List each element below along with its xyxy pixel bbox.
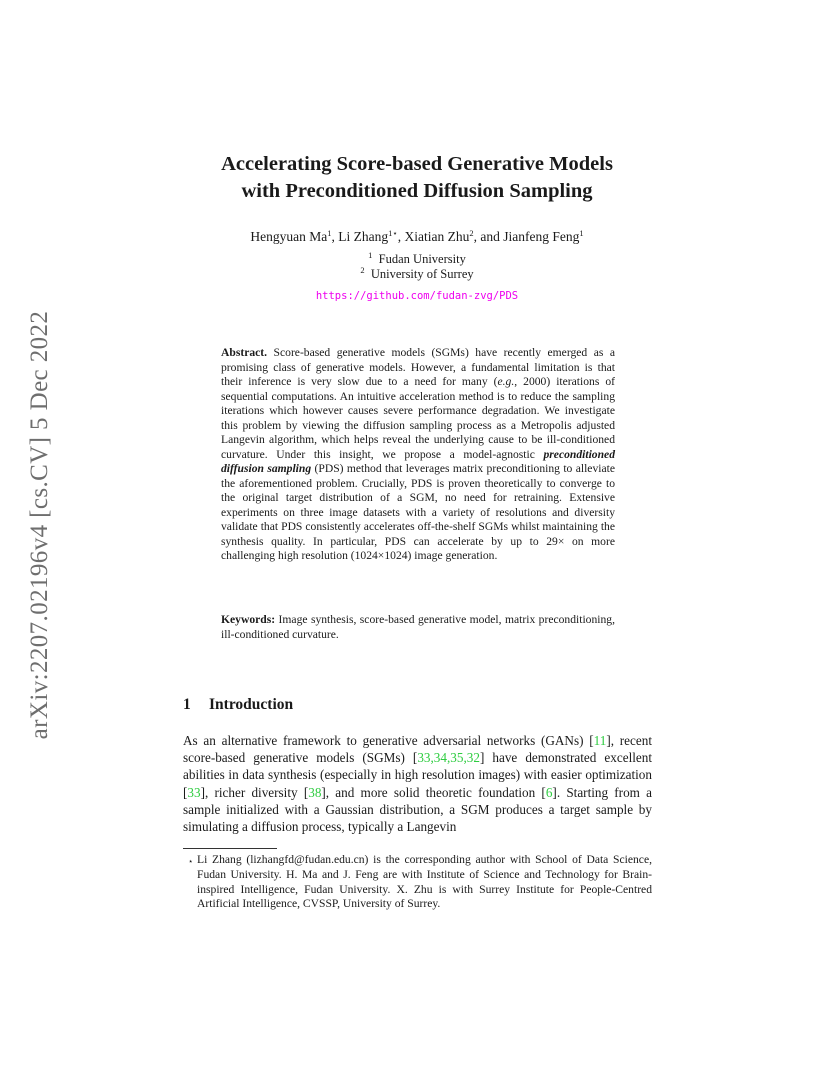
- intro-text: ], richer diversity [: [200, 784, 309, 800]
- citation-link[interactable]: 11: [593, 733, 607, 748]
- author-separator: ,: [397, 229, 405, 244]
- intro-text: ]. Starting from a sample initialized with a Gaussian distribution, a SGM produces a target sample by simulating a diffusion process, typically a Langevin: [183, 784, 652, 835]
- abstract-text: Score-based generative models (SGMs) have recently emerged as a promising class of generative models. However, a fundamental limitation is that their inference is very slow due to a need for many (: [221, 346, 615, 388]
- keywords: [221, 613, 615, 642]
- abstract: [221, 346, 615, 564]
- abstract-eg: e.g.: [497, 375, 515, 388]
- affiliation-name: Fudan University: [378, 252, 466, 266]
- author-affiliation-mark: 1⋆: [388, 228, 398, 238]
- intro-text: As an alternative framework to generative adversarial networks (GANs) [: [183, 733, 594, 748]
- author-separator: , and: [473, 229, 504, 244]
- affiliation: [140, 267, 694, 282]
- intro-text: ] have demonstrated excellent abilities in data synthesis (especially in high resolution images) with easier optimization [: [183, 750, 653, 800]
- arxiv-sidebar: [20, 290, 60, 760]
- citation-link[interactable]: 33: [187, 784, 201, 800]
- citation-link[interactable]: 33,34,35,32: [417, 750, 480, 766]
- footnote: ⋆ Li Zhang (lizhangfd@fudan.edu.cn) is the corresponding author with School of Data Science, Fudan University. H. Ma and J. Feng are with Institute of Science and Technology for Brain-inspired Intelligence, Fudan University. X. Zhu is with Surrey Institute for People-Centred Artificial Intelligence, CVSSP, University of Surrey.: [188, 853, 652, 911]
- author-affiliation-mark: 1: [327, 228, 332, 238]
- code-repository-link[interactable]: https://github.com/fudan-zvg/PDS: [315, 290, 519, 302]
- section-number: 1: [183, 696, 191, 713]
- affiliation-mark: 1: [368, 250, 373, 260]
- affiliation: [140, 252, 694, 267]
- author-name: Hengyuan Ma: [250, 229, 328, 244]
- keywords-label: Keywords:: [221, 613, 276, 626]
- author-name: Jianfeng Feng: [503, 229, 580, 244]
- footnote-text: Li Zhang (lizhangfd@fudan.edu.cn) is the corresponding author with School of Data Science, Fudan University. H. Ma and J. Feng are with Institute of Science and Technology for Brain-inspired Intelligence, Fudan University. X. Zhu is with Surrey Institute for People-Centred Artificial Intelligence, CVSSP, University of Surrey.: [197, 853, 652, 911]
- keywords-text: Image synthesis, score-based generative model, matrix preconditioning, ill-conditioned curvature.: [221, 613, 615, 641]
- section-heading: [183, 696, 293, 714]
- arxiv-identifier: arXiv:2207.02196v4 [cs.CV] 5 Dec 2022: [26, 310, 53, 740]
- citation-link[interactable]: 38: [308, 784, 322, 800]
- abstract-label: Abstract.: [221, 346, 268, 359]
- paper-title-line-2: with Preconditioned Diffusion Sampling: [241, 180, 593, 202]
- affiliation-name: University of Surrey: [370, 267, 474, 281]
- introduction-paragraph: [183, 732, 652, 835]
- abstract-text: , 2000) iterations of sequential computations. An intuitive acceleration method is to reduce the sampling iterations which however causes severe performance degradation. We investigate this problem by viewing the diffusion sampling process as a Metropolis adjusted Langevin algorithm, which helps reveal the underlying cause to be ill-conditioned curvature. Under this insight, we propose a model-agnostic: [221, 375, 615, 461]
- paper-title-line-1: Accelerating Score-based Generative Models: [221, 153, 613, 175]
- author-name: Xiatian Zhu: [404, 229, 470, 244]
- intro-text: ], recent score-based generative models (SGMs) [: [183, 733, 652, 766]
- author-affiliation-mark: 1: [579, 228, 584, 238]
- author-separator: ,: [331, 229, 339, 244]
- intro-text: ], and more solid theoretic foundation [: [321, 784, 546, 800]
- abstract-emphasis: preconditioned diffusion sampling: [221, 447, 615, 475]
- abstract-text: (PDS) method that leverages matrix preconditioning to alleviate the aforementioned problem. Crucially, PDS is proven theoretically to converge to the original target distribution of a SGM, no need for retraining. Extensive experiments on three image datasets with a variety of resolutions and diversity validate that PDS consistently accelerates off-the-shelf SGMs whilst maintaining the synthesis quality. In particular, PDS can accelerate by up to 29× on more challenging high resolution (1024×1024) image generation.: [221, 462, 615, 562]
- author-list: [140, 229, 694, 245]
- author-affiliation-mark: 2: [469, 228, 474, 238]
- affiliation-mark: 2: [360, 265, 365, 275]
- footnote-divider: [183, 848, 277, 849]
- section-title: Introduction: [209, 696, 294, 713]
- author-name: Li Zhang: [338, 229, 389, 244]
- citation-link[interactable]: 6: [545, 784, 553, 800]
